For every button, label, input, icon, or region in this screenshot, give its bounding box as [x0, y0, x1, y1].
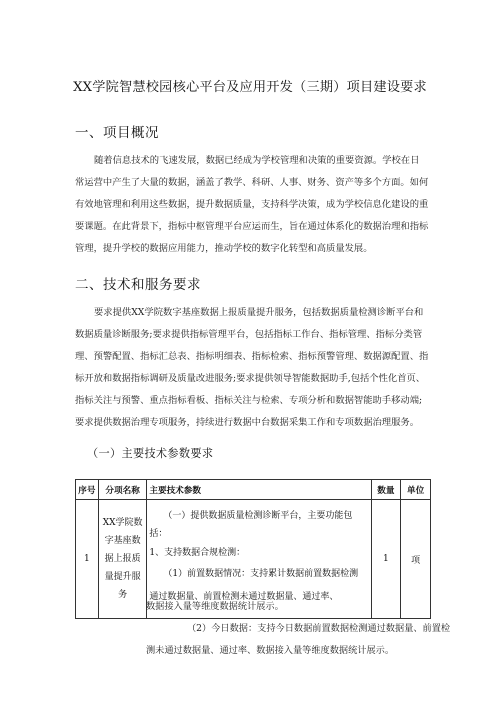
spec-line: （一）提供数据质量检测诊断平台，主要功能包 — [163, 511, 353, 521]
requirements-paragraph — [75, 302, 429, 434]
paragraph-line: 要求提供数据治理专项服务，持续进行数据中台数据采集工作和专项数据治理服务。 — [75, 417, 419, 428]
row-category-cell — [98, 500, 147, 619]
continuation-line: 测未通过数据量、通过率、数据接入量等维度数据统计展示。 — [146, 645, 395, 656]
paragraph-line: 理、预警配置、指标汇总表、指标明细表、指标检索、指标预警管理、数据源配置、指 — [75, 351, 429, 362]
paragraph-line: 数据质量诊断服务;要求提供指标管理平台，包括指标工作台、指标管理、指标分类管 — [75, 329, 423, 340]
row-qty: 1 — [371, 500, 401, 619]
paragraph-line: 要求提供XX学院数字基座数据上报质量提升服务，包括数据质量检测诊断平台和 — [94, 307, 424, 318]
row-unit: 项 — [401, 500, 431, 619]
header-unit: 单位 — [401, 480, 431, 500]
spec-line: 通过数据量、前置检测未通过数据量、通过率、 — [149, 592, 339, 602]
row-no: 1 — [76, 500, 99, 619]
table-header-row — [76, 480, 431, 500]
document-title: XX学院智慧校园核心平台及应用开发（三期）项目建设要求 — [73, 80, 427, 95]
overview-paragraph — [75, 150, 429, 260]
spec-line: 1、支持数据合规检测： — [149, 548, 246, 558]
paragraph-line: 标开放和数据指标调研及质量改进服务;要求提供领导智能数据助手,包括个性化首页、 — [75, 373, 426, 384]
section-heading-requirements: 二、技术和服务要求 — [75, 277, 201, 293]
subsection-heading-tech-params: （一）主要技术参数要求 — [87, 447, 214, 460]
continuation-line: 数据接入量等维度数据统计展示。 — [146, 601, 284, 612]
section-heading-overview: 一、项目概况 — [75, 125, 159, 141]
header-category: 分项名称 — [98, 480, 147, 500]
paragraph-line: 常运营中产生了大量的数据，涵盖了教学、科研、人事、财务、资产等多个方面。如何 — [75, 177, 429, 188]
row-category: XX学院数字基座数据上报质量提升服务 — [102, 518, 143, 600]
header-spec: 主要技术参数 — [147, 480, 371, 500]
header-no: 序号 — [76, 480, 99, 500]
paragraph-line: 有效地管理和利用这些数据，提升数据质量，支持科学决策，成为学校信息化建设的重 — [75, 199, 429, 210]
paragraph-line: 管理，提升学校的数据应用能力，推动学校的数字化转型和高质量发展。 — [75, 243, 373, 254]
paragraph-line: 要课题。在此背景下，指标中枢管理平台应运而生，旨在通过体系化的数据治理和指标 — [75, 221, 429, 232]
header-qty: 数量 — [371, 480, 401, 500]
spec-line: （1）前置数据情况：支持累计数据前置数据检测 — [163, 569, 359, 579]
paragraph-line: 随着信息技术的飞速发展，数据已经成为学校管理和决策的重要资源。学校在日 — [94, 155, 420, 166]
spec-line: 括： — [149, 529, 168, 539]
continuation-line: （2）今日数据：支持今日数据前置数据检测通过数据量、前置检 — [187, 623, 451, 634]
table-continuation-text — [146, 596, 451, 662]
paragraph-line: 指标关注与预警、重点指标看板、指标关注与检索、专项分析和数据智能助手移动端; — [75, 395, 423, 406]
